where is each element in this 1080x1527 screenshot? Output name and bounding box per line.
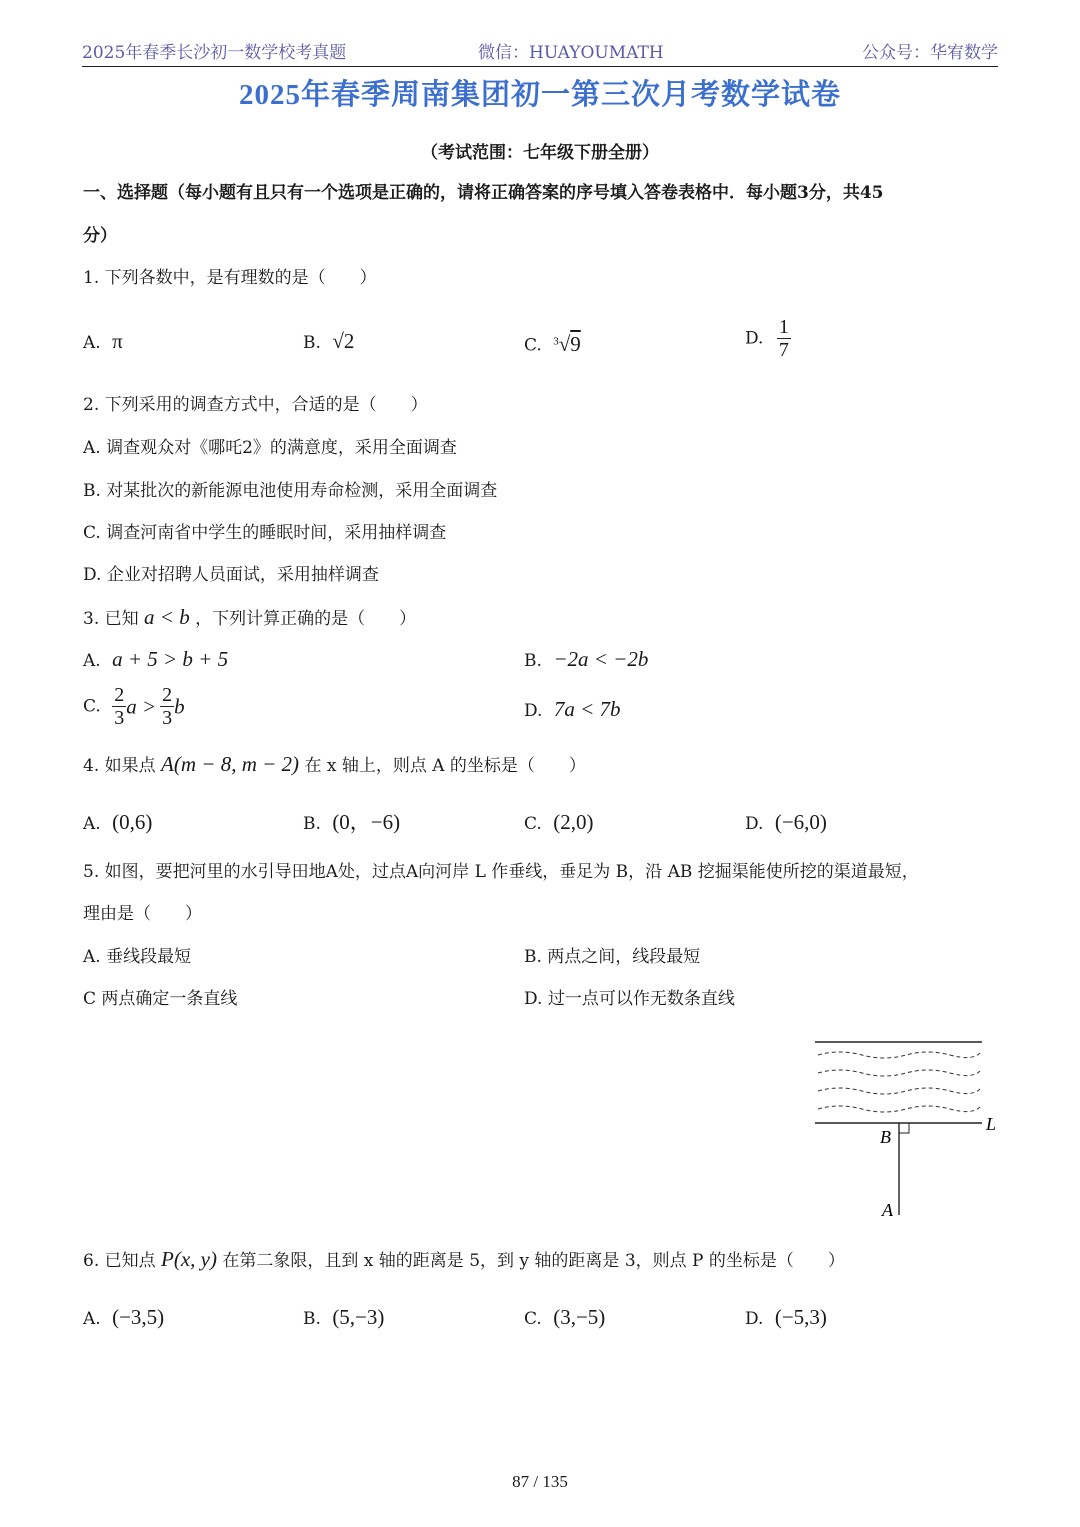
label-B: B bbox=[880, 1127, 891, 1147]
option-letter: C. bbox=[524, 814, 542, 834]
stem-math: a < b bbox=[144, 605, 190, 629]
fraction bbox=[777, 316, 791, 361]
q1-option-b bbox=[303, 329, 354, 355]
q2-option-c: C. 调查河南省中学生的睡眠时间，采用抽样调查 bbox=[83, 523, 447, 543]
q2-option-b: B. 对某批次的新能源电池使用寿命检测，采用全面调查 bbox=[83, 481, 498, 501]
option-content: (0，−6) bbox=[332, 810, 401, 834]
page-subtitle: （考试范围：七年级下册全册） bbox=[421, 143, 659, 163]
option-letter: B. bbox=[303, 814, 321, 834]
q4-option-d bbox=[745, 810, 827, 836]
option-content: 7a < 7b bbox=[553, 697, 621, 721]
q1-option-a bbox=[83, 329, 123, 355]
root-index: 3 bbox=[553, 335, 559, 347]
option-letter: A. bbox=[83, 651, 101, 671]
denominator: 3 bbox=[114, 707, 125, 729]
option-letter: D. bbox=[745, 328, 764, 349]
section-heading-cont: 分） bbox=[83, 226, 117, 246]
q6-option-d bbox=[745, 1305, 827, 1331]
q5-option-b: B. 两点之间，线段最短 bbox=[524, 947, 701, 967]
header-center: 微信：HUAYOUMATH bbox=[478, 43, 664, 63]
numerator: 2 bbox=[162, 684, 173, 706]
water-wave bbox=[818, 1088, 980, 1094]
option-letter: C. bbox=[524, 1309, 542, 1329]
question-2-stem: 2. 下列采用的调查方式中，合适的是（ ） bbox=[83, 395, 428, 415]
fraction bbox=[112, 684, 126, 729]
fraction bbox=[160, 684, 174, 729]
option-letter: C. bbox=[524, 335, 542, 356]
option-letter: B. bbox=[303, 1309, 321, 1329]
question-3-stem bbox=[83, 605, 416, 631]
radicand: 9 bbox=[570, 331, 581, 356]
option-content: (−5,3) bbox=[774, 1305, 827, 1329]
numerator: 2 bbox=[114, 684, 125, 706]
label-L: L bbox=[986, 1114, 997, 1134]
radical-sign-icon: √ bbox=[558, 331, 571, 356]
q3-option-c bbox=[83, 684, 185, 729]
option-letter: B. bbox=[524, 651, 542, 671]
option-letter: A. bbox=[83, 814, 101, 834]
question-1-stem: 1. 下列各数中，是有理数的是（ ） bbox=[83, 268, 377, 288]
denominator: 7 bbox=[778, 339, 789, 361]
stem-text: 在第二象限，且到 x 轴的距离是 5，到 y 轴的距离是 3，则点 P 的坐标是（ ） bbox=[222, 1251, 845, 1271]
label-A: A bbox=[882, 1200, 893, 1220]
question-6-stem bbox=[83, 1247, 845, 1273]
section-heading: 一、选择题（每小题有且只有一个选项是正确的，请将正确答案的序号填入答卷表格中．每小题3分，共45 bbox=[83, 183, 884, 203]
water-wave bbox=[818, 1070, 980, 1076]
q5-option-d: D. 过一点可以作无数条直线 bbox=[524, 989, 735, 1009]
stem-math: P(x, y) bbox=[161, 1247, 217, 1271]
question-5-stem: 5. 如图，要把河里的水引导田地A处，过点A向河岸 L 作垂线，垂足为 B，沿 AB 挖掘渠能使所挖的渠道最短， bbox=[83, 862, 919, 882]
q6-option-c bbox=[524, 1305, 605, 1331]
option-content: (−6,0) bbox=[774, 810, 827, 834]
option-content: π bbox=[112, 329, 123, 353]
header-left: 2025年春季长沙初一数学校考真题 bbox=[82, 43, 347, 63]
option-letter: D. bbox=[745, 814, 764, 834]
option-content: (5,−3) bbox=[332, 1305, 385, 1329]
q3-option-a bbox=[83, 647, 228, 673]
stem-text: ，下列计算正确的是（ ） bbox=[195, 609, 417, 629]
river-diagram bbox=[810, 1035, 1010, 1220]
page-number: 87 / 135 bbox=[512, 1472, 568, 1491]
water-wave bbox=[818, 1052, 980, 1058]
q3-option-d bbox=[524, 697, 621, 723]
q2-option-a: A. 调查观众对《哪吒2》的满意度，采用全面调查 bbox=[83, 438, 457, 458]
q5-option-c: C 两点确定一条直线 bbox=[83, 989, 238, 1009]
water-wave bbox=[818, 1106, 980, 1112]
stem-text: 3. 已知 bbox=[83, 609, 139, 629]
option-content: a > bbox=[126, 694, 157, 719]
header-right: 公众号：华宥数学 bbox=[862, 43, 998, 63]
question-4-stem bbox=[83, 752, 586, 778]
stem-math: A(m − 8, m − 2) bbox=[161, 752, 300, 776]
option-content: (2,0) bbox=[553, 810, 594, 834]
q4-option-b bbox=[303, 810, 400, 836]
option-letter: B. bbox=[303, 333, 321, 353]
stem-text: 6. 已知点 bbox=[83, 1251, 156, 1271]
option-content: b bbox=[174, 694, 185, 719]
option-letter: A. bbox=[83, 333, 101, 353]
page-title: 2025年春季周南集团初一第三次月考数学试卷 bbox=[238, 79, 841, 111]
q4-option-a bbox=[83, 810, 152, 836]
option-content: (−3,5) bbox=[112, 1305, 165, 1329]
option-letter: A. bbox=[83, 1309, 101, 1329]
denominator: 3 bbox=[162, 707, 173, 729]
q5-option-a: A. 垂线段最短 bbox=[83, 947, 192, 967]
q1-option-d bbox=[745, 316, 791, 361]
question-5-stem-cont: 理由是（ ） bbox=[83, 904, 202, 924]
option-content: (3,−5) bbox=[553, 1305, 606, 1329]
right-angle-mark bbox=[899, 1123, 909, 1133]
q6-option-b bbox=[303, 1305, 384, 1331]
q2-option-d: D. 企业对招聘人员面试，采用抽样调查 bbox=[83, 565, 379, 585]
option-content: −2a < −2b bbox=[553, 647, 649, 671]
option-letter: D. bbox=[745, 1309, 764, 1329]
option-content: a + 5 > b + 5 bbox=[112, 647, 229, 671]
option-letter: C. bbox=[83, 696, 101, 717]
q3-option-b bbox=[524, 647, 648, 673]
q6-option-a bbox=[83, 1305, 164, 1331]
page-header bbox=[82, 36, 998, 67]
option-content: (0,6) bbox=[112, 810, 153, 834]
stem-text: 在 x 轴上，则点 A 的坐标是（ ） bbox=[304, 756, 586, 776]
numerator: 1 bbox=[778, 316, 789, 338]
option-content: √2 bbox=[332, 329, 355, 353]
stem-text: 4. 如果点 bbox=[83, 756, 156, 776]
option-letter: D. bbox=[524, 701, 543, 721]
q1-option-c bbox=[524, 329, 581, 358]
q4-option-c bbox=[524, 810, 593, 836]
